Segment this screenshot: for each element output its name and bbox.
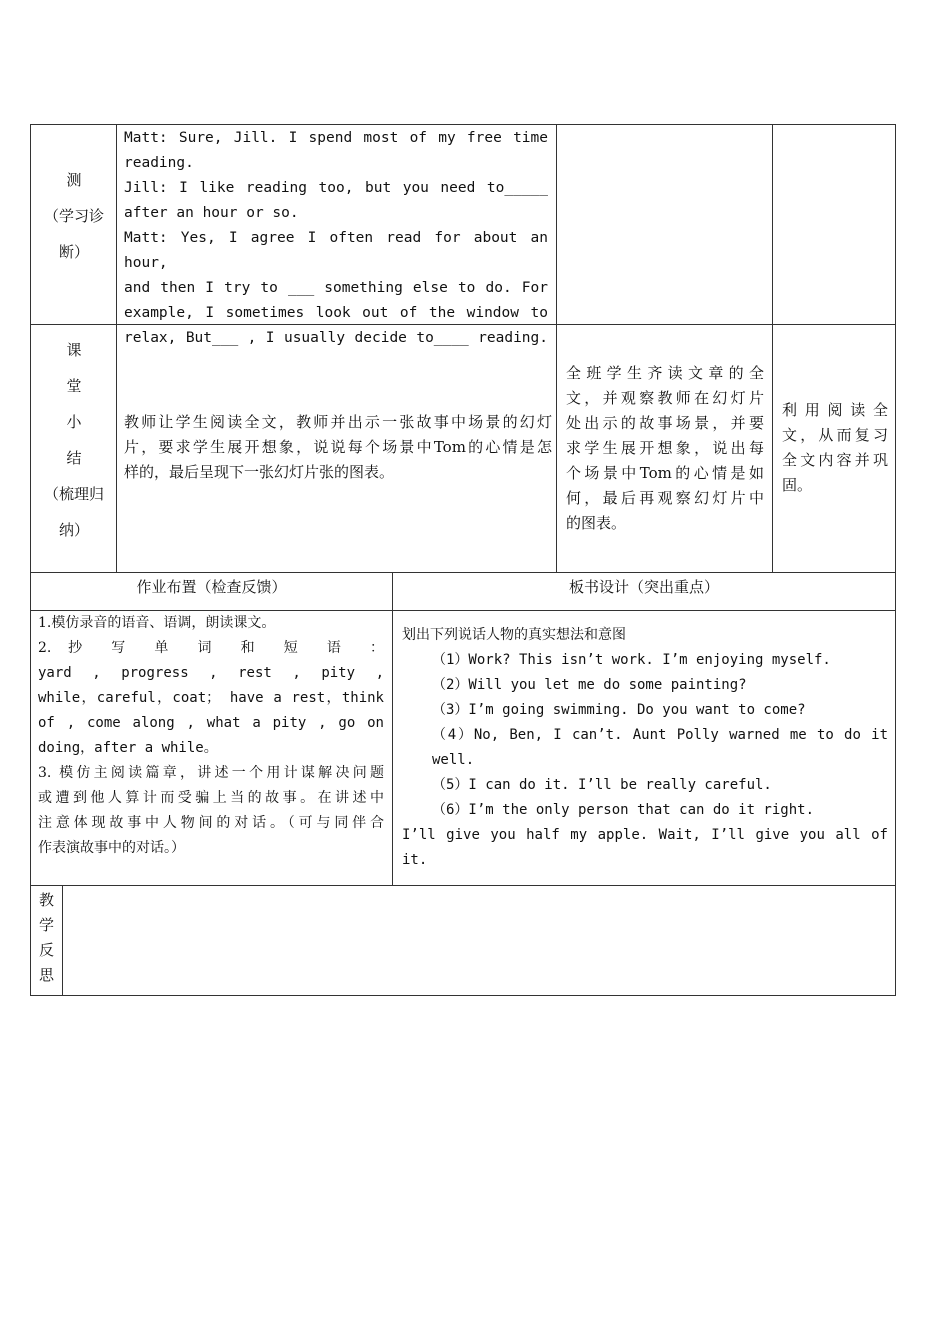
homework-line: 或遭到他人算计而受骗上当的故事。在讲述中 xyxy=(38,790,384,806)
board-header: 板书设计（突出重点） xyxy=(568,578,719,596)
summary-label-line: 纳） xyxy=(58,521,89,539)
teacher-line: 教师让学生阅读全文，教师并出示一张故事中场景的幻灯 xyxy=(124,413,552,431)
test-label-line: 测 xyxy=(66,171,82,189)
summary-label-line: 堂 xyxy=(66,377,82,395)
student-line: 求学生展开想象，说出每 xyxy=(566,439,764,457)
teacher-activity xyxy=(124,410,552,485)
purpose-line: 文，从而复习 xyxy=(782,426,888,444)
purpose-line: 利用阅读全 xyxy=(782,401,888,419)
reflection-label-line: 学 xyxy=(38,916,54,934)
board-line: I’ll give you half my apple. Wait, I’ll give you all of xyxy=(402,827,888,843)
dialogue-line: Matt: Yes, I agree I often read for about an hour, xyxy=(124,230,548,271)
homework-line: 注意体现故事中人物间的对话。（可与同伴合 xyxy=(38,815,384,831)
summary-label-line: 小 xyxy=(66,413,82,431)
design-purpose xyxy=(782,398,888,498)
board-line: well. xyxy=(432,752,475,768)
dialogue-line: after an hour or so. xyxy=(124,205,299,221)
homework-header: 作业布置（检查反馈） xyxy=(136,578,287,596)
student-line: 何，最后再观察幻灯片中 xyxy=(566,489,764,507)
dialogue-line: example, I sometimes look out of the window to xyxy=(124,305,548,321)
reflection-label-line: 反 xyxy=(38,941,54,959)
board-line: （3）I’m going swimming. Do you want to come? xyxy=(432,702,806,718)
dialogue-line: Jill: I like reading too, but you need to_____ xyxy=(124,180,548,196)
homework-line: 1.模仿录音的语音、语调，朗读课文。 xyxy=(38,615,276,631)
homework-line: doing，after a while。 xyxy=(38,740,218,756)
purpose-line: 全文内容并巩 xyxy=(782,451,888,469)
homework-line: 3. 模仿主阅读篇章，讲述一个用计谋解决问题 xyxy=(38,765,384,781)
summary-label xyxy=(32,332,116,548)
summary-label-line: 结 xyxy=(66,449,82,467)
homework-line: of , come along , what a pity , go on xyxy=(38,715,384,731)
board-design xyxy=(402,623,888,873)
student-activity xyxy=(566,361,764,536)
summary-label-line: 课 xyxy=(66,341,82,359)
summary-label-line: （梳理归 xyxy=(43,485,104,503)
reflection-label-line: 思 xyxy=(38,966,54,984)
teacher-line: 样的，最后呈现下一张幻灯片张的图表。 xyxy=(124,463,395,481)
dialogue-line: Matt: Sure, Jill. I spend most of my free time xyxy=(124,130,548,146)
homework-list xyxy=(38,611,384,861)
dialogue-line: and then I try to ___ something else to do. For xyxy=(124,280,548,296)
test-label-line: （学习诊 xyxy=(43,207,104,225)
student-line: 的图表。 xyxy=(566,514,627,532)
homework-line: while，careful，coat； have a rest，think xyxy=(38,690,384,706)
reflection-content[interactable] xyxy=(63,886,895,995)
student-line: 处出示的故事场景，并要 xyxy=(566,414,764,432)
student-line: 文，并观察教师在幻灯片 xyxy=(566,389,764,407)
homework-line: 2. 抄 写 单 词 和 短 语 ： xyxy=(38,640,384,656)
board-line: （1）Work? This isn’t work. I’m enjoying myself. xyxy=(432,652,831,668)
homework-line: 作表演故事中的对话。） xyxy=(38,840,185,856)
dialogue-line: reading. xyxy=(124,155,194,171)
board-line: it. xyxy=(402,852,428,868)
reflection-label-line: 教 xyxy=(38,891,54,909)
reflection-label xyxy=(31,888,62,988)
student-line: 个场景中Tom的心情是如 xyxy=(566,464,764,482)
teacher-line: 片，要求学生展开想象，说说每个场景中Tom的心情是怎 xyxy=(124,438,552,456)
test-label-line: 断） xyxy=(58,243,89,261)
test-dialogue xyxy=(124,126,548,351)
board-line: （6）I’m the only person that can do it right. xyxy=(432,802,815,818)
board-line: （2）Will you let me do some painting? xyxy=(432,677,747,693)
homework-line: yard , progress , rest , pity , xyxy=(38,665,384,681)
student-line: 全班学生齐读文章的全 xyxy=(566,364,764,382)
board-intro: 划出下列说话人物的真实想法和意图 xyxy=(402,627,626,643)
dialogue-line: relax, But___ , I usually decide to____ reading. xyxy=(124,330,548,346)
test-label xyxy=(32,162,116,270)
board-line: （4）No, Ben, I can’t. Aunt Polly warned me to do it xyxy=(432,727,888,743)
purpose-line: 固。 xyxy=(782,476,813,494)
board-line: （5）I can do it. I’ll be really careful. xyxy=(432,777,772,793)
